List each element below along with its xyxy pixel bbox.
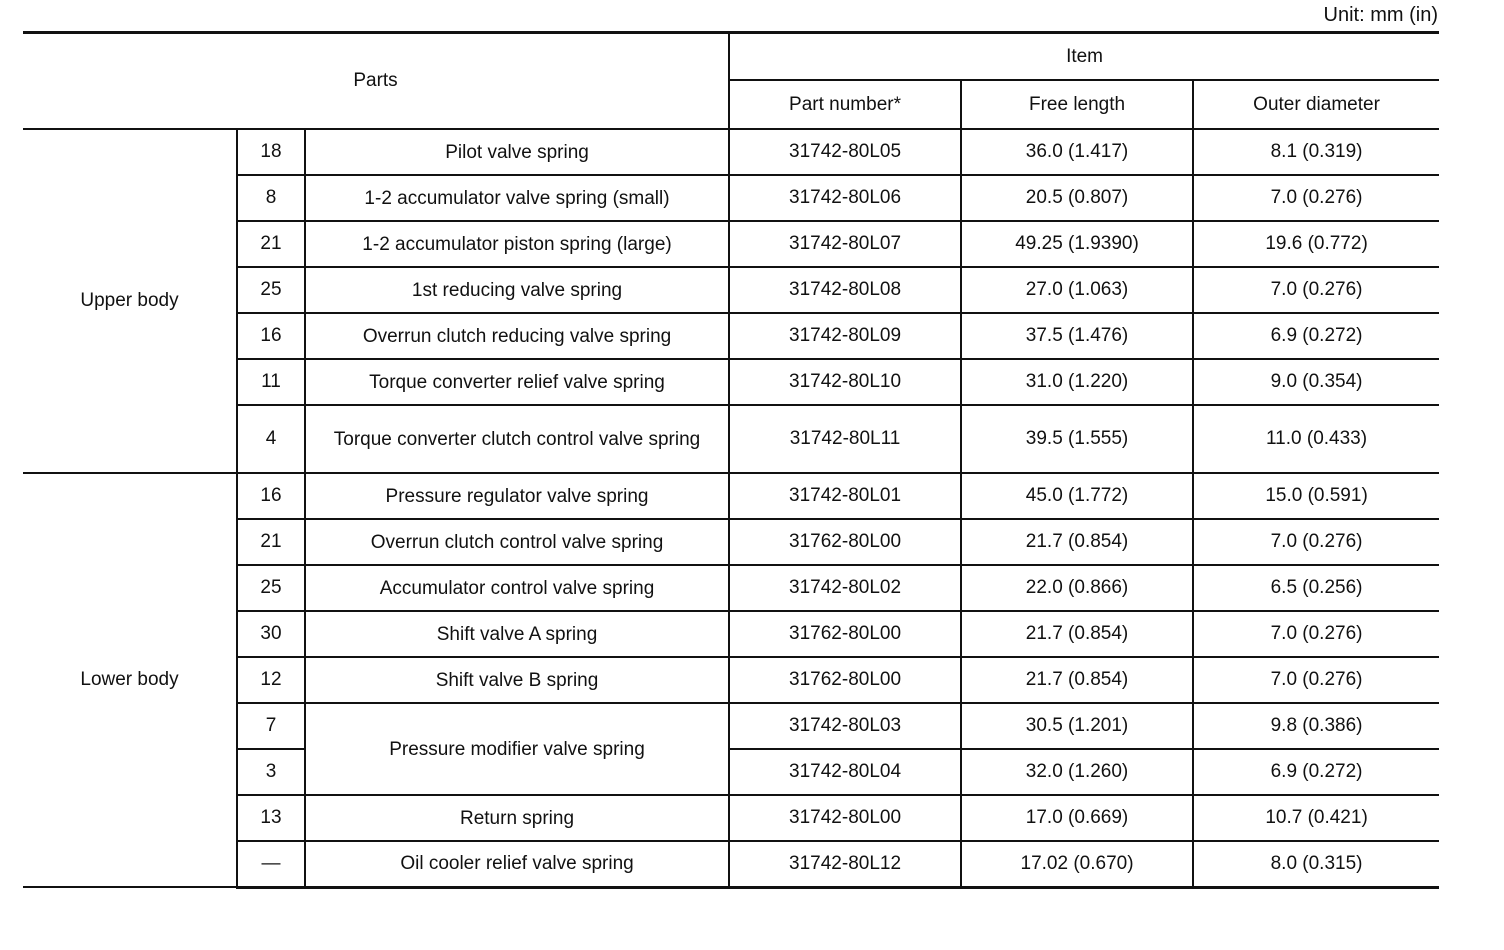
part-name: Overrun clutch control valve spring (305, 519, 729, 565)
part-name: Torque converter relief valve spring (305, 359, 729, 405)
outer-diameter: 9.0 (0.354) (1193, 359, 1439, 405)
part-name: 1st reducing valve spring (305, 267, 729, 313)
part-name: Pressure modifier valve spring (305, 703, 729, 795)
group-lower-body: Lower body (23, 473, 237, 887)
outer-diameter-header: Outer diameter (1193, 80, 1439, 129)
outer-diameter: 10.7 (0.421) (1193, 795, 1439, 841)
ref-number: 30 (237, 611, 305, 657)
table-row (23, 129, 1439, 175)
part-number: 31742-80L09 (729, 313, 961, 359)
free-length-header: Free length (961, 80, 1193, 129)
outer-diameter: 6.9 (0.272) (1193, 749, 1439, 795)
table-row (23, 473, 1439, 519)
outer-diameter: 7.0 (0.276) (1193, 657, 1439, 703)
outer-diameter: 7.0 (0.276) (1193, 611, 1439, 657)
ref-number: 12 (237, 657, 305, 703)
free-length: 39.5 (1.555) (961, 405, 1193, 473)
part-number: 31742-80L10 (729, 359, 961, 405)
ref-number: 25 (237, 565, 305, 611)
ref-number: 8 (237, 175, 305, 221)
ref-number: 3 (237, 749, 305, 795)
free-length: 49.25 (1.9390) (961, 221, 1193, 267)
part-number: 31742-80L05 (729, 129, 961, 175)
part-name: Accumulator control valve spring (305, 565, 729, 611)
part-number: 31762-80L00 (729, 519, 961, 565)
ref-number: 13 (237, 795, 305, 841)
outer-diameter: 8.1 (0.319) (1193, 129, 1439, 175)
group-upper-body: Upper body (23, 129, 237, 473)
part-name: Torque converter clutch control valve spring (305, 405, 729, 473)
part-number: 31742-80L03 (729, 703, 961, 749)
free-length: 20.5 (0.807) (961, 175, 1193, 221)
ref-number: 21 (237, 519, 305, 565)
part-name: Pilot valve spring (305, 129, 729, 175)
free-length: 21.7 (0.854) (961, 519, 1193, 565)
outer-diameter: 8.0 (0.315) (1193, 841, 1439, 887)
ref-number: 7 (237, 703, 305, 749)
free-length: 30.5 (1.201) (961, 703, 1193, 749)
free-length: 36.0 (1.417) (961, 129, 1193, 175)
outer-diameter: 7.0 (0.276) (1193, 175, 1439, 221)
free-length: 21.7 (0.854) (961, 611, 1193, 657)
outer-diameter: 7.0 (0.276) (1193, 519, 1439, 565)
part-number: 31762-80L00 (729, 657, 961, 703)
part-name: 1-2 accumulator piston spring (large) (305, 221, 729, 267)
ref-number: 25 (237, 267, 305, 313)
free-length: 22.0 (0.866) (961, 565, 1193, 611)
part-name: Shift valve B spring (305, 657, 729, 703)
free-length: 27.0 (1.063) (961, 267, 1193, 313)
part-number: 31742-80L02 (729, 565, 961, 611)
parts-header: Parts (23, 33, 729, 130)
part-number: 31742-80L12 (729, 841, 961, 887)
ref-number: 16 (237, 313, 305, 359)
ref-number: 16 (237, 473, 305, 519)
part-number: 31742-80L04 (729, 749, 961, 795)
part-number-header: Part number* (729, 80, 961, 129)
part-number: 31742-80L11 (729, 405, 961, 473)
outer-diameter: 6.9 (0.272) (1193, 313, 1439, 359)
outer-diameter: 15.0 (0.591) (1193, 473, 1439, 519)
unit-label: Unit: mm (in) (1323, 4, 1438, 26)
outer-diameter: 6.5 (0.256) (1193, 565, 1439, 611)
free-length: 17.0 (0.669) (961, 795, 1193, 841)
part-number: 31742-80L01 (729, 473, 961, 519)
ref-number: 11 (237, 359, 305, 405)
part-number: 31742-80L06 (729, 175, 961, 221)
free-length: 21.7 (0.854) (961, 657, 1193, 703)
ref-number: 18 (237, 129, 305, 175)
free-length: 32.0 (1.260) (961, 749, 1193, 795)
part-name: Return spring (305, 795, 729, 841)
part-name: 1-2 accumulator valve spring (small) (305, 175, 729, 221)
part-name: Overrun clutch reducing valve spring (305, 313, 729, 359)
free-length: 45.0 (1.772) (961, 473, 1193, 519)
part-number: 31762-80L00 (729, 611, 961, 657)
ref-number: 21 (237, 221, 305, 267)
ref-number: 4 (237, 405, 305, 473)
part-name: Shift valve A spring (305, 611, 729, 657)
free-length: 31.0 (1.220) (961, 359, 1193, 405)
part-number: 31742-80L07 (729, 221, 961, 267)
free-length: 37.5 (1.476) (961, 313, 1193, 359)
outer-diameter: 11.0 (0.433) (1193, 405, 1439, 473)
outer-diameter: 7.0 (0.276) (1193, 267, 1439, 313)
outer-diameter: 9.8 (0.386) (1193, 703, 1439, 749)
part-number: 31742-80L08 (729, 267, 961, 313)
item-header: Item (729, 33, 1439, 81)
ref-number: — (237, 841, 305, 887)
free-length: 17.02 (0.670) (961, 841, 1193, 887)
part-name: Pressure regulator valve spring (305, 473, 729, 519)
part-number: 31742-80L00 (729, 795, 961, 841)
spring-spec-table (23, 31, 1439, 889)
part-name: Oil cooler relief valve spring (305, 841, 729, 887)
outer-diameter: 19.6 (0.772) (1193, 221, 1439, 267)
